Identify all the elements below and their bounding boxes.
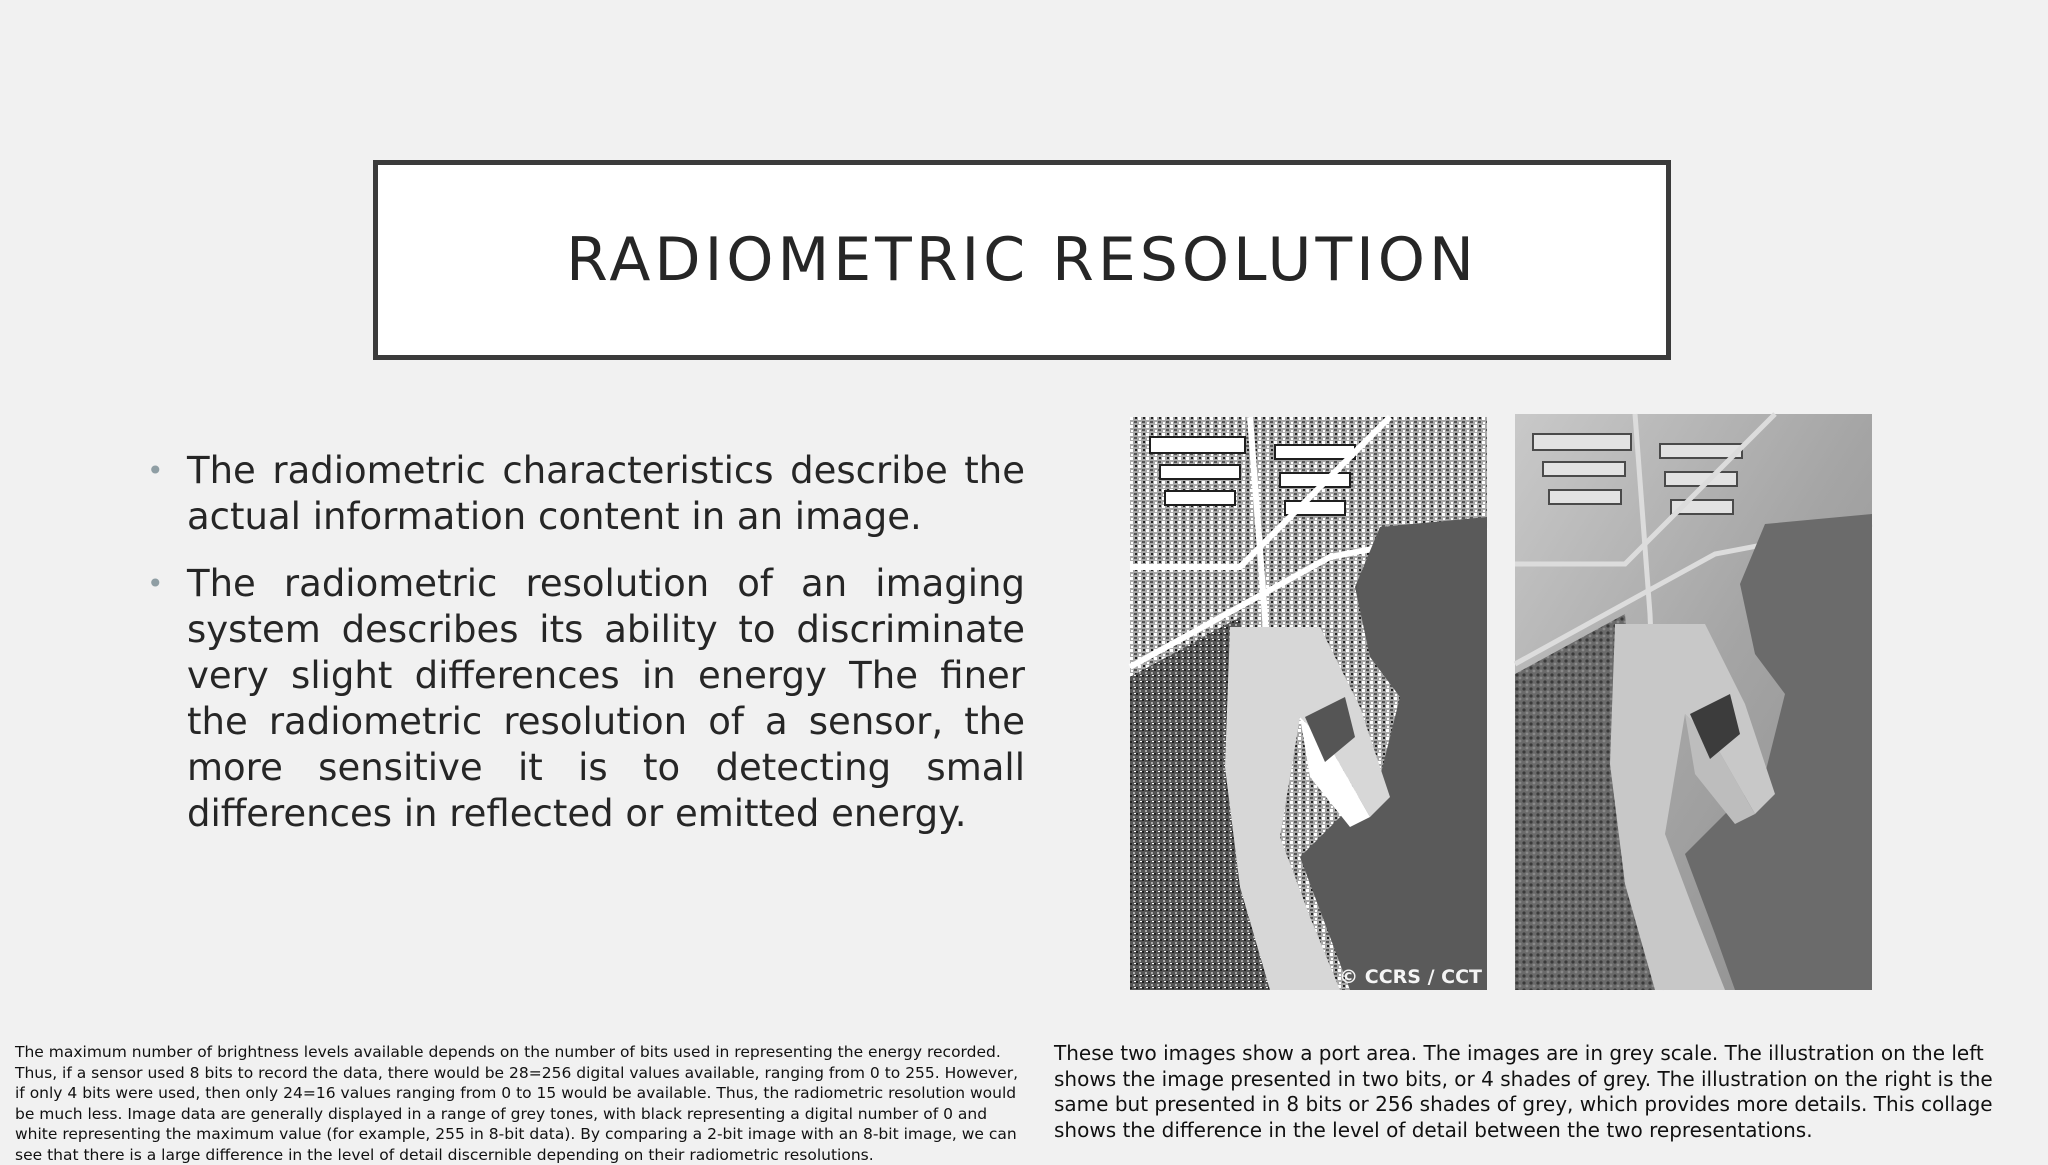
- bullet-dot-icon: •: [147, 567, 164, 600]
- title-box: [373, 160, 1671, 360]
- port-2bit-illustration: [1130, 417, 1487, 990]
- image-credit: © CCRS / CCT: [1339, 966, 1482, 988]
- bullet-text: The radiometric resolution of an imaging system describes its ability to discriminate very slight differences in energy The finer the radiometric resolution of a sensor, the more sensitive it is to detecting small differences in reflected or emitted energy.: [187, 562, 1025, 835]
- bullet-item: [145, 561, 1025, 837]
- bullet-list: [145, 448, 1025, 858]
- bullet-item: [145, 448, 1025, 540]
- port-aerial-2bit-image: [1130, 417, 1487, 990]
- speaker-note-left: The maximum number of brightness levels available depends on the number of bits used in representing the energy recorded. Thus, if a sensor used 8 bits to record the data, there would be 28=256 digital values available, ranging from 0 to 255. However, if only 4 bits were used, then only 24=16 values ranging from 0 to 15 would be available. Thus, the radiometric resolution would be much less. Image data are generally displayed in a range of grey tones, with black representing a digital number of 0 and white representing the maximum value (for example, 255 in 8-bit data). By comparing a 2-bit image with an 8-bit image, we can see that there is a large difference in the level of detail discernible depending on their radiometric resolutions.: [15, 1043, 1018, 1164]
- bullet-dot-icon: •: [147, 454, 164, 487]
- caption-right: These two images show a port area. The images are in grey scale. The illustration on the left shows the image presented in two bits, or 4 shades of grey. The illustration on the right is the same but presented in 8 bits or 256 shades of grey, which provides more details. This collage shows the difference in the level of detail between the two representations.: [1054, 1041, 1993, 1142]
- port-aerial-8bit-image: [1515, 414, 1872, 987]
- bullet-text: The radiometric characteristics describe the actual information content in an image.: [187, 449, 1025, 538]
- port-8bit-illustration: [1515, 414, 1872, 990]
- slide-title: RADIOMETRIC RESOLUTION: [566, 225, 1478, 295]
